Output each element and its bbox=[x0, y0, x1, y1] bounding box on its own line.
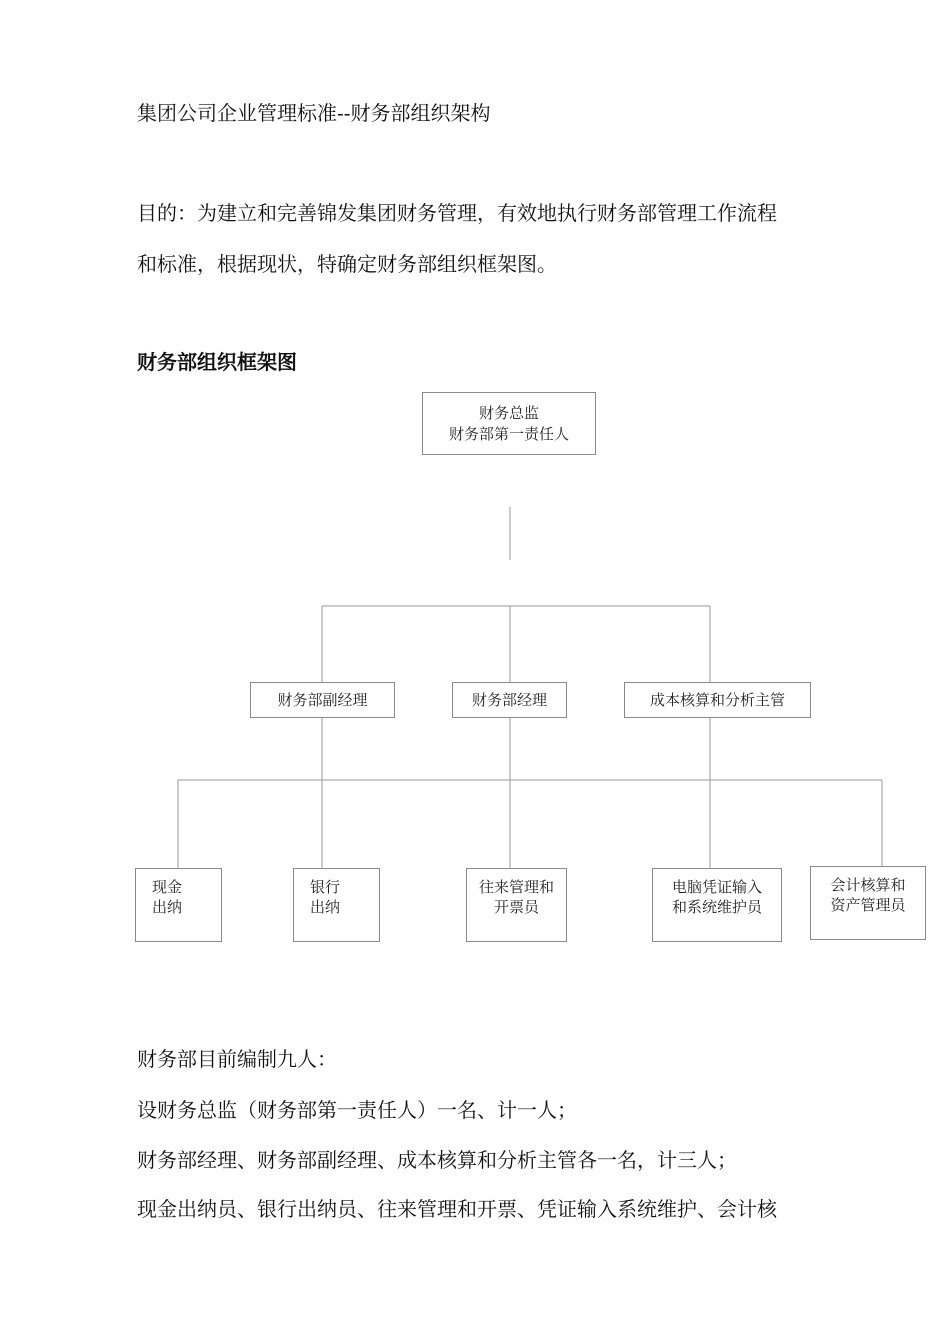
purpose-line-1: 目的：为建立和完善锦发集团财务管理，有效地执行财务部管理工作流程 bbox=[137, 201, 777, 225]
accounting-assets-line-1: 会计核算和 bbox=[830, 876, 906, 894]
org-node-deputy-manager bbox=[250, 682, 395, 718]
staffing-intro: 财务部目前编制九人： bbox=[137, 1047, 337, 1071]
bank-cashier-line-1: 银行 bbox=[310, 878, 341, 896]
system-maintenance-line-2: 和系统维护员 bbox=[671, 898, 762, 917]
manager-label: 财务部经理 bbox=[471, 690, 547, 709]
accounts-invoicing-line-1: 往来管理和 bbox=[478, 878, 554, 896]
finance-director-title: 财务总监 bbox=[478, 404, 539, 423]
purpose-line-2: 和标准，根据现状，特确定财务部组织框架图。 bbox=[137, 252, 557, 276]
org-node-finance-director bbox=[422, 392, 596, 455]
cash-cashier-line-1: 现金 bbox=[152, 878, 183, 896]
org-node-bank-cashier bbox=[293, 868, 380, 942]
chart-heading: 财务部组织框架图 bbox=[137, 350, 297, 374]
cash-cashier-line-2: 出纳 bbox=[152, 898, 183, 917]
staffing-line-2: 财务部经理、财务部副经理、成本核算和分析主管各一名，计三人； bbox=[137, 1148, 737, 1172]
org-node-accounts-invoicing bbox=[466, 868, 567, 942]
accounting-assets-line-2: 资产管理员 bbox=[830, 896, 906, 915]
system-maintenance-line-1: 电脑凭证输入 bbox=[671, 878, 762, 896]
bank-cashier-line-2: 出纳 bbox=[310, 898, 341, 917]
document-title: 集团公司企业管理标准--财务部组织架构 bbox=[137, 101, 491, 125]
deputy-manager-label: 财务部副经理 bbox=[277, 690, 368, 709]
org-node-cost-supervisor bbox=[624, 682, 811, 718]
org-node-cash-cashier bbox=[135, 868, 222, 942]
accounts-invoicing-line-2: 开票员 bbox=[493, 898, 539, 917]
cost-supervisor-label: 成本核算和分析主管 bbox=[649, 690, 785, 709]
finance-director-subtitle: 财务部第一责任人 bbox=[448, 424, 569, 443]
staffing-line-3: 现金出纳员、银行出纳员、往来管理和开票、凭证输入系统维护、会计核 bbox=[137, 1197, 777, 1221]
org-node-system-maintenance bbox=[652, 868, 782, 942]
org-node-accounting-assets bbox=[810, 866, 926, 940]
org-node-manager bbox=[452, 682, 567, 718]
staffing-line-1: 设财务总监（财务部第一责任人）一名、计一人； bbox=[137, 1098, 577, 1122]
